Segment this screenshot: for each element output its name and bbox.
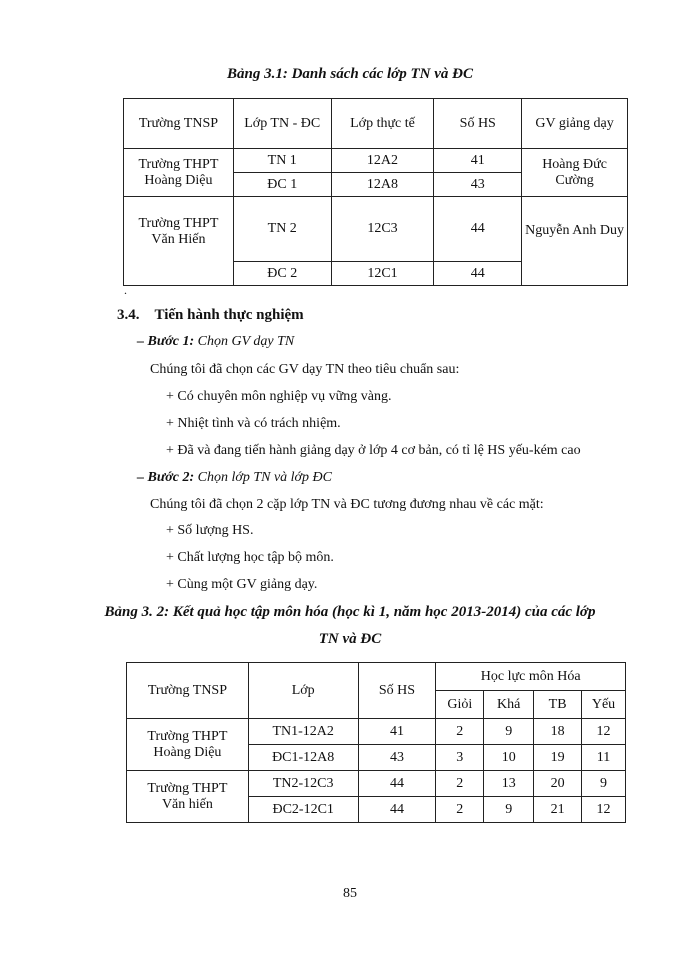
list-item: + Có chuyên môn nghiệp vụ vững vàng. [166,389,392,404]
teacher-cell: Hoàng Đức Cường [522,149,628,197]
table-row [124,149,628,173]
list-item: + Số lượng HS. [166,523,254,538]
student-count-cell: 44 [434,262,522,286]
student-count-cell: 44 [358,797,436,823]
class-cell: ĐC1-12A8 [248,745,358,771]
list-item: + Nhiệt tình và có trách nhiệm. [166,416,341,431]
class-cell: TN 2 [233,197,331,262]
step1-label: – Bước 1: [137,334,195,349]
gioi-cell: 3 [436,745,484,771]
tb-cell: 18 [534,719,582,745]
school-cell: Trường THPT Văn hiến [127,771,249,823]
table-row [127,771,626,797]
yeu-cell: 12 [582,797,626,823]
tb-cell: 19 [534,745,582,771]
table1-header-cell: Lớp thực tế [331,99,434,149]
table2-subheader-cell: Khá [484,691,534,719]
class-cell: TN2-12C3 [248,771,358,797]
section-heading: 3.4. Tiến hành thực nghiệm [117,307,304,323]
student-count-cell: 44 [358,771,436,797]
teacher-cell: Nguyễn Anh Duy [522,197,628,286]
yeu-cell: 12 [582,719,626,745]
tb-cell: 20 [534,771,582,797]
gioi-cell: 2 [436,771,484,797]
list-item: + Chất lượng học tập bộ môn. [166,550,334,565]
step1-line [137,334,294,350]
page-number: 85 [343,886,357,901]
step2-text: Chọn lớp TN và lớp ĐC [194,470,332,485]
student-count-cell: 43 [434,173,522,197]
table1-caption: Bảng 3.1: Danh sách các lớp TN và ĐC [227,66,473,82]
school-cell: Trường THPT Hoàng Diệu [124,149,234,197]
real-class-cell: 12A2 [331,149,434,173]
table1-header-cell: Trường TNSP [124,99,234,149]
real-class-cell: 12A8 [331,173,434,197]
kha-cell: 9 [484,797,534,823]
table2-subheader-cell: Giỏi [436,691,484,719]
table2-header-cell: Số HS [358,663,436,719]
kha-cell: 13 [484,771,534,797]
step1-intro: Chúng tôi đã chọn các GV dạy TN theo tiêu chuẩn sau: [150,362,460,377]
real-class-cell: 12C3 [331,197,434,262]
yeu-cell: 9 [582,771,626,797]
school-cell: Trường THPT Văn Hiến [124,197,234,286]
table-row [124,197,628,262]
step2-intro: Chúng tôi đã chọn 2 cặp lớp TN và ĐC tương đương nhau về các mặt: [150,497,544,512]
table2-caption-line2: TN và ĐC [318,631,382,647]
table1 [123,98,628,286]
student-count-cell: 44 [434,197,522,262]
table2-caption-line1: Bảng 3. 2: Kết quả học tập môn hóa (học kì 1, năm học 2013-2014) của các lớp [104,604,596,620]
class-cell: ĐC2-12C1 [248,797,358,823]
step2-line [137,470,332,486]
class-cell: TN1-12A2 [248,719,358,745]
kha-cell: 10 [484,745,534,771]
student-count-cell: 43 [358,745,436,771]
table2-header-cell: Học lực môn Hóa [436,663,626,691]
table2-header-cell: Lớp [248,663,358,719]
table1-header-cell: Số HS [434,99,522,149]
gioi-cell: 2 [436,719,484,745]
table2-subheader-cell: TB [534,691,582,719]
school-cell: Trường THPT Hoàng Diệu [127,719,249,771]
table1-header-cell: GV giảng dạy [522,99,628,149]
table2-header-row [127,663,626,691]
step2-label: – Bước 2: [137,470,195,485]
list-item: + Cùng một GV giảng dạy. [166,577,318,592]
real-class-cell: 12C1 [331,262,434,286]
class-cell: TN 1 [233,149,331,173]
table1-header-row [124,99,628,149]
table1-header-cell: Lớp TN - ĐC [233,99,331,149]
table2-subheader-cell: Yếu [582,691,626,719]
student-count-cell: 41 [358,719,436,745]
student-count-cell: 41 [434,149,522,173]
table2-header-cell: Trường TNSP [127,663,249,719]
table-row [127,719,626,745]
class-cell: ĐC 2 [233,262,331,286]
step1-text: Chọn GV dạy TN [194,334,295,349]
tb-cell: 21 [534,797,582,823]
gioi-cell: 2 [436,797,484,823]
class-cell: ĐC 1 [233,173,331,197]
list-item: + Đã và đang tiến hành giảng dạy ở lớp 4 cơ bản, có tỉ lệ HS yếu-kém cao [166,443,581,458]
stray-dot-mark: . [124,283,127,297]
table2 [126,662,626,823]
yeu-cell: 11 [582,745,626,771]
kha-cell: 9 [484,719,534,745]
